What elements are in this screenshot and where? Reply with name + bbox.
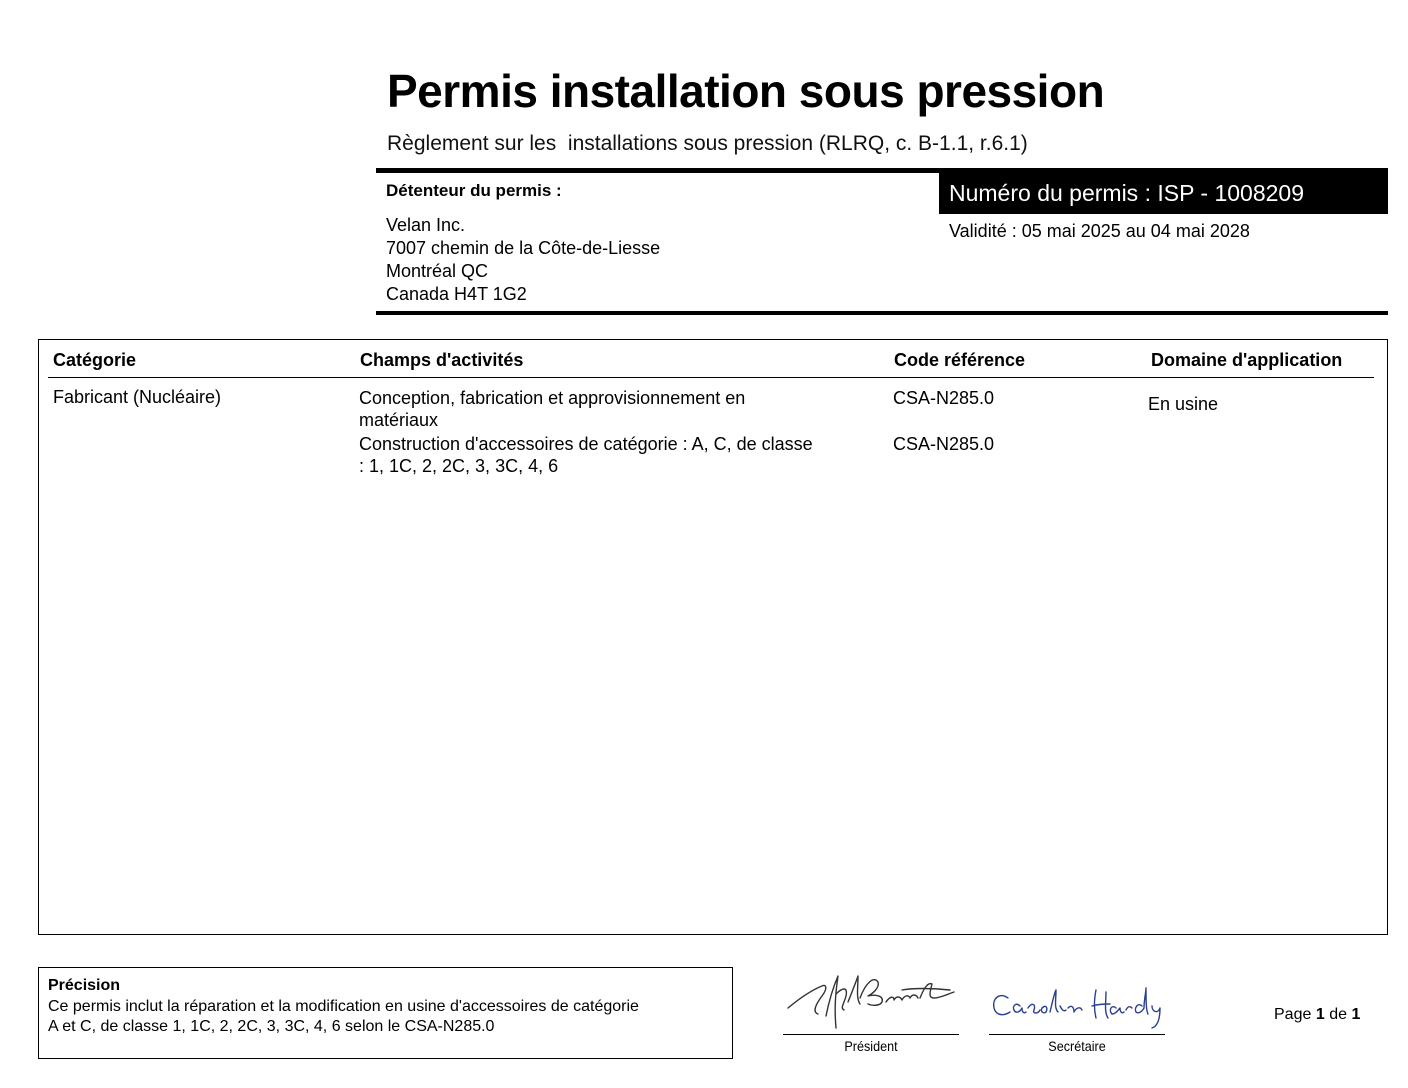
cell-activity-line: : 1, 1C, 2, 2C, 3, 3C, 4, 6 (359, 456, 559, 476)
page-current: 1 (1315, 1006, 1325, 1023)
page-total: 1 (1351, 1006, 1361, 1023)
page-of: de (1329, 1006, 1347, 1023)
header-activities: Champs d'activités (360, 350, 524, 370)
cell-activity-line: Conception, fabrication et approvisionnement en (359, 388, 746, 408)
secretary-signature (988, 984, 1168, 1032)
page-title: Permis installation sous pression (387, 65, 1105, 117)
permit-number-banner: Numéro du permis : ISP - 1008209 (939, 172, 1388, 214)
header-code: Code référence (894, 350, 1026, 370)
permit-validity: Validité : 05 mai 2025 au 04 mai 2028 (949, 221, 1250, 241)
cell-activity-line: matériaux (359, 410, 439, 430)
cell-category: Fabricant (Nucléaire) (53, 387, 222, 407)
page-subtitle: Règlement sur les installations sous pression (RLRQ, c. B-1.1, r.6.1) (387, 132, 1028, 155)
table-row (359, 387, 879, 431)
cell-domain: En usine (1148, 394, 1219, 414)
precision-line: Ce permis inclut la réparation et la modification en usine d'accessoires de catégorie (48, 998, 639, 1015)
precision-title: Précision (48, 977, 121, 994)
president-signature (782, 968, 960, 1032)
holder-address (386, 214, 660, 306)
cell-code: CSA-N285.0 (893, 388, 995, 408)
holder-address-line1: 7007 chemin de la Côte-de-Liesse (386, 238, 661, 258)
header-rule-bottom (376, 311, 1388, 315)
secretary-label: Secrétaire (1048, 1038, 1106, 1054)
table-row (359, 433, 879, 477)
holder-name: Velan Inc. (386, 215, 466, 235)
page-number (1274, 1006, 1360, 1024)
president-signature-line (783, 1034, 959, 1035)
holder-label: Détenteur du permis : (386, 181, 562, 200)
precision-line: A et C, de classe 1, 1C, 2, 2C, 3, 3C, 4, 6 selon le CSA-N285.0 (48, 1018, 495, 1035)
cell-activity-line: Construction d'accessoires de catégorie : A, C, de classe (359, 434, 813, 454)
holder-address-line2: Montréal QC (386, 261, 489, 281)
holder-address-line3: Canada H4T 1G2 (386, 284, 527, 304)
president-label: Président (844, 1038, 898, 1054)
secretary-signature-line (989, 1034, 1165, 1035)
precision-text (48, 997, 728, 1037)
header-domain: Domaine d'application (1151, 350, 1343, 370)
cell-code: CSA-N285.0 (893, 434, 995, 454)
header-category: Catégorie (53, 350, 137, 370)
table-header-rule (48, 377, 1374, 378)
page-word: Page (1274, 1006, 1312, 1023)
